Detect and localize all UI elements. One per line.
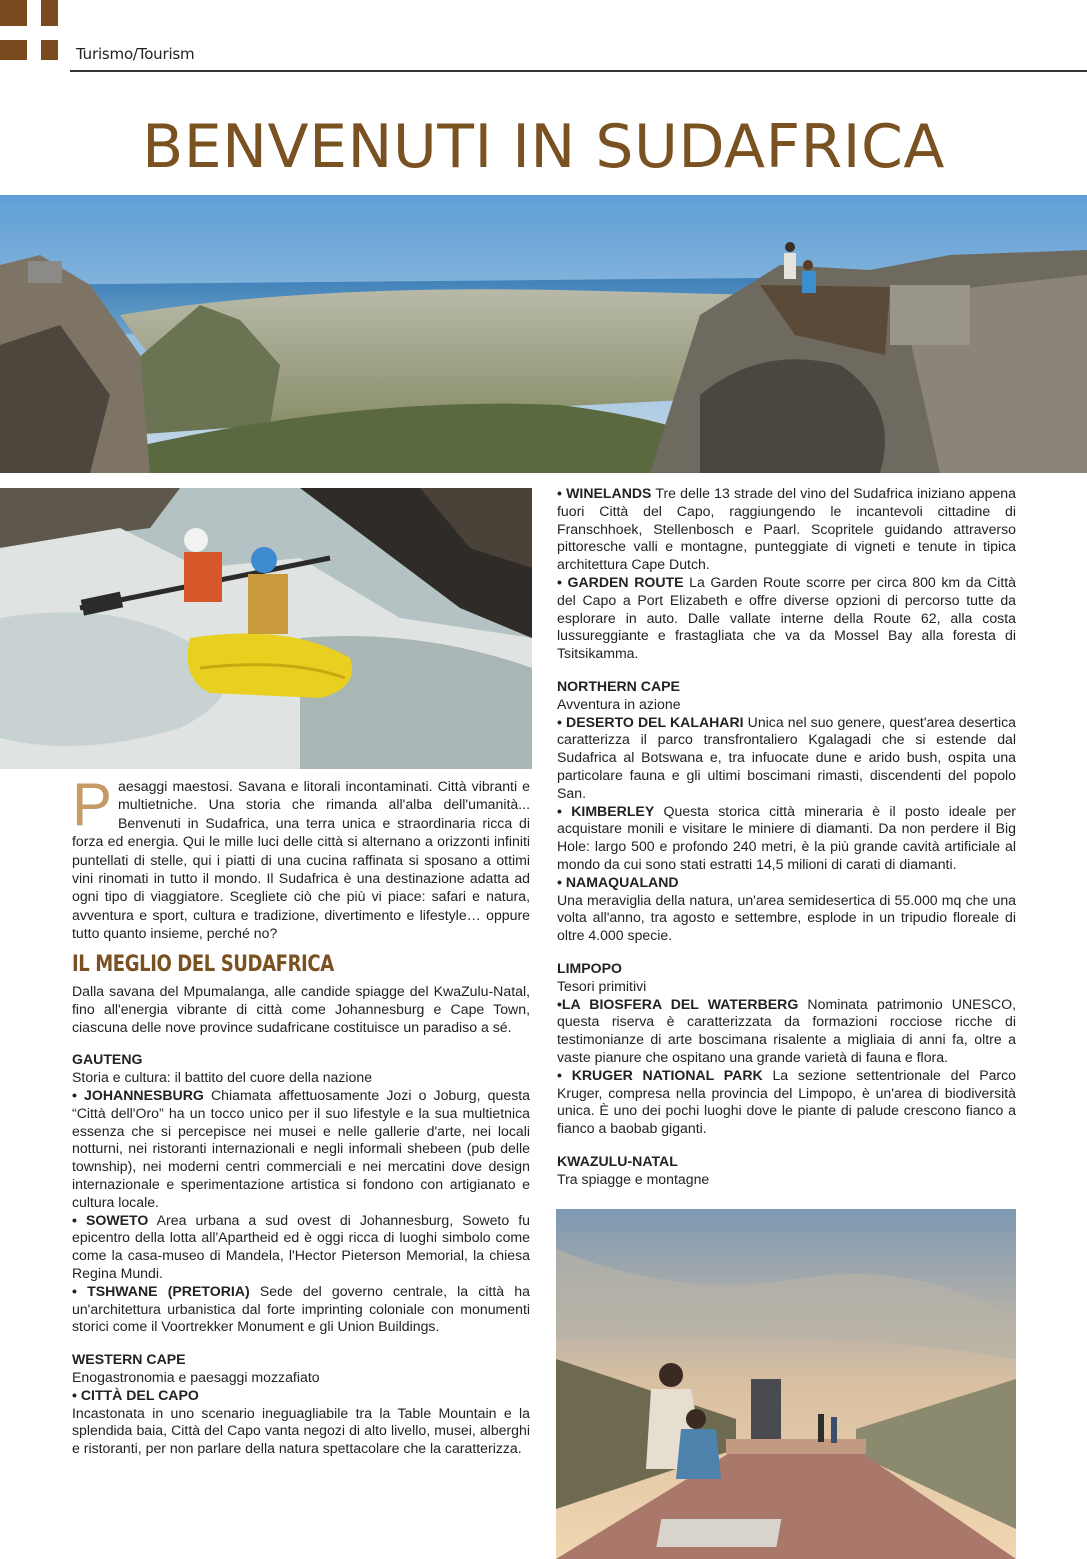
- waterberg-text: Nominata patrimonio UNESCO, questa riserva è caratterizzata da formazioni rocciose ricche di testimonianze di arte boscimana risalente a migliaia di anni fa, oltre a vaste pianure che ospitano una grande varietà di fauna e flora.: [557, 995, 1016, 1065]
- magazine-logo-icon: [0, 0, 70, 72]
- kalahari-text: Unica nel suo genere, quest'area desertica caratterizza il parco transfrontaliero Kgalagadi che si estende dal Sudafrica al Botswana e, tra infuocate dune e arido bush, ospita una particolare fauna e gli ultimi boscimani rimasti, discendenti del popolo San.: [557, 713, 1016, 801]
- kalahari-keyword: • DESERTO DEL KALAHARI: [557, 713, 744, 730]
- johannesburg-entry: [72, 1087, 530, 1212]
- intro-text: aesaggi maestosi. Savana e litorali incontaminati. Città vibranti e multietniche. Una storia che rimanda all'alba dell'umanità... Benvenuti in Sudafrica, una terra unica e straordinaria ricca di forza ed energia. Qui le mille luci delle città si alternano a orizzonti infiniti puntellati di stelle, qui i piatti di una cucina raffinata si sposano a ottimi vini rinomati in tutto il mondo. Il Sudafrica è una destinazione adatta ad ogni tipo di viaggiatore. Scegliete ciò che più vi piace: safari e natura, avventura e sport, cultura e tradizione, divertimento e lifestyle… oppure tutto quanto insieme, perché no?: [72, 778, 530, 942]
- cape-town-panorama-image: [0, 195, 1087, 473]
- kruger-entry: [557, 1067, 1016, 1138]
- citta-del-capo-text: Incastonata in uno scenario ineguagliabile tra la Table Mountain e la splendida baia, Città del Capo vanta negozi di alto livello, musei, alberghi e ristoranti, per non parlare della natura spettacolare che la caratterizza.: [72, 1404, 530, 1457]
- kimberley-keyword: • KIMBERLEY: [557, 802, 655, 819]
- region-kwazulu-natal: KWAZULU-NATAL: [557, 1152, 678, 1169]
- best-of-heading: IL MEGLIO DEL SUDAFRICA: [72, 952, 334, 977]
- kwazulu-natal-tagline: Tra spiagge e montagne: [557, 1170, 710, 1187]
- intro-paragraph: [72, 771, 530, 943]
- garden-route-text: La Garden Route scorre per circa 800 km da Città del Capo a Port Elizabeth e offre diverse opzioni di percorso tutte da esplorare in auto. Dalle vallate interne della Route 62, alla costa lussureggiante e frastagliata che va da Mossel Bay alla foresta di Tsitsikamma.: [557, 573, 1016, 662]
- limpopo-tagline: Tesori primitivi: [557, 977, 647, 994]
- johannesburg-keyword: • JOHANNESBURG: [72, 1086, 204, 1103]
- kimberley-entry: [557, 803, 1016, 874]
- kimberley-text: Questa storica città mineraria è il posto ideale per acquistare monili e visitare le miniere di diamanti. Da non perdere il Big Hole: largo 500 e profondo 240 metri, è la più grande cavità artificiale al mondo da cui sono stati estratti 14,5 milioni di carati di diamanti.: [557, 802, 1016, 872]
- sunset-walkway-image: [556, 1209, 1016, 1559]
- johannesburg-text: Chiamata affettuosamente Jozi o Joburg, questa “Città dell'Oro” ha un tocco unico per il suo lifestyle e la sua multietnica essenza che si percepisce nei musei e nelle gallerie d'arte, nei locali notturni, nei ristoranti internazionali e negli informali shebeen (pub delle township), nei moderni centri commerciali e nei mercatini dove design internazionale e sperimentazione artistica si fondono con artigianato e cultura locale.: [72, 1086, 530, 1210]
- soweto-entry: [72, 1212, 530, 1283]
- region-northern-cape: NORTHERN CAPE: [557, 677, 680, 694]
- winelands-keyword: • WINELANDS: [557, 485, 652, 501]
- header-rule: [70, 70, 1087, 72]
- left-column: [72, 983, 530, 1458]
- intro-dropcap: P: [72, 771, 113, 838]
- section-label: Turismo/Tourism: [76, 45, 195, 63]
- soweto-keyword: • SOWETO: [72, 1211, 149, 1228]
- right-column: [557, 485, 1016, 1188]
- northern-cape-tagline: Avventura in azione: [557, 695, 681, 712]
- best-of-intro: Dalla savana del Mpumalanga, alle candide spiagge del KwaZulu-Natal, fino all'energia vibrante di città come Johannesburg e Cape Town, ciascuna delle nove province sudafricane costituisce un paradiso a sé.: [72, 983, 530, 1035]
- tshwane-text: Sede del governo centrale, la città ha un'architettura urbanistica dal forte imprinting coloniale con monumenti storici come il Voortrekker Monument e gli Union Buildings.: [72, 1282, 530, 1335]
- namaqualand-keyword: • NAMAQUALAND: [557, 873, 679, 890]
- tshwane-keyword: • TSHWANE (PRETORIA): [72, 1282, 250, 1299]
- rafting-image: [0, 488, 532, 769]
- western-cape-tagline: Enogastronomia e paesaggi mozzafiato: [72, 1368, 320, 1385]
- tshwane-entry: [72, 1283, 530, 1336]
- gauteng-tagline: Storia e cultura: il battito del cuore della nazione: [72, 1069, 373, 1086]
- region-gauteng: GAUTENG: [72, 1051, 143, 1068]
- region-western-cape: WESTERN CAPE: [72, 1351, 186, 1368]
- kalahari-entry: [557, 714, 1016, 803]
- waterberg-keyword: •LA BIOSFERA DEL WATERBERG: [557, 995, 799, 1012]
- winelands-text: Tre delle 13 strade del vino del Sudafrica iniziano appena fuori Città del Capo, raggiungendo le incantevoli cittadine di Franschhoek, Stellenbosch e Paarl. Scopritele guidando attraverso pittoresche valli e montagne, punteggiate di vigneti e tenute in tipica architettura Cape Dutch.: [557, 485, 1016, 573]
- region-limpopo: LIMPOPO: [557, 959, 622, 976]
- soweto-text: Area urbana a sud ovest di Johannesburg, Soweto fu epicentro della lotta all'Apartheid ed è oggi ricca di luoghi simbolo come come la casa-museo di Mandela, l'Hector Pieterson Memorial, la chiesa Regina Mundi.: [72, 1211, 530, 1281]
- namaqualand-text: Una meraviglia della natura, un'area semidesertica di 55.000 mq che una volta all'anno, tra agosto e settembre, esplode in un tripudio floreale di oltre 4.000 specie.: [557, 891, 1016, 944]
- kruger-keyword: • KRUGER NATIONAL PARK: [557, 1066, 763, 1083]
- citta-del-capo-keyword: • CITTÀ DEL CAPO: [72, 1386, 199, 1403]
- garden-route-entry: [557, 574, 1016, 663]
- winelands-entry: [557, 485, 1016, 574]
- garden-route-keyword: • GARDEN ROUTE: [557, 573, 684, 590]
- waterberg-entry: [557, 996, 1016, 1067]
- page-title: BENVENUTI IN SUDAFRICA: [142, 112, 945, 182]
- kruger-text: La sezione settentrionale del Parco Kruger, compresa nella provincia del Limpopo, è un'area di biodiversità unica. È uno dei pochi luoghi dove le piante di palude crescono fianco a fianco a baobab giganti.: [557, 1066, 1017, 1137]
